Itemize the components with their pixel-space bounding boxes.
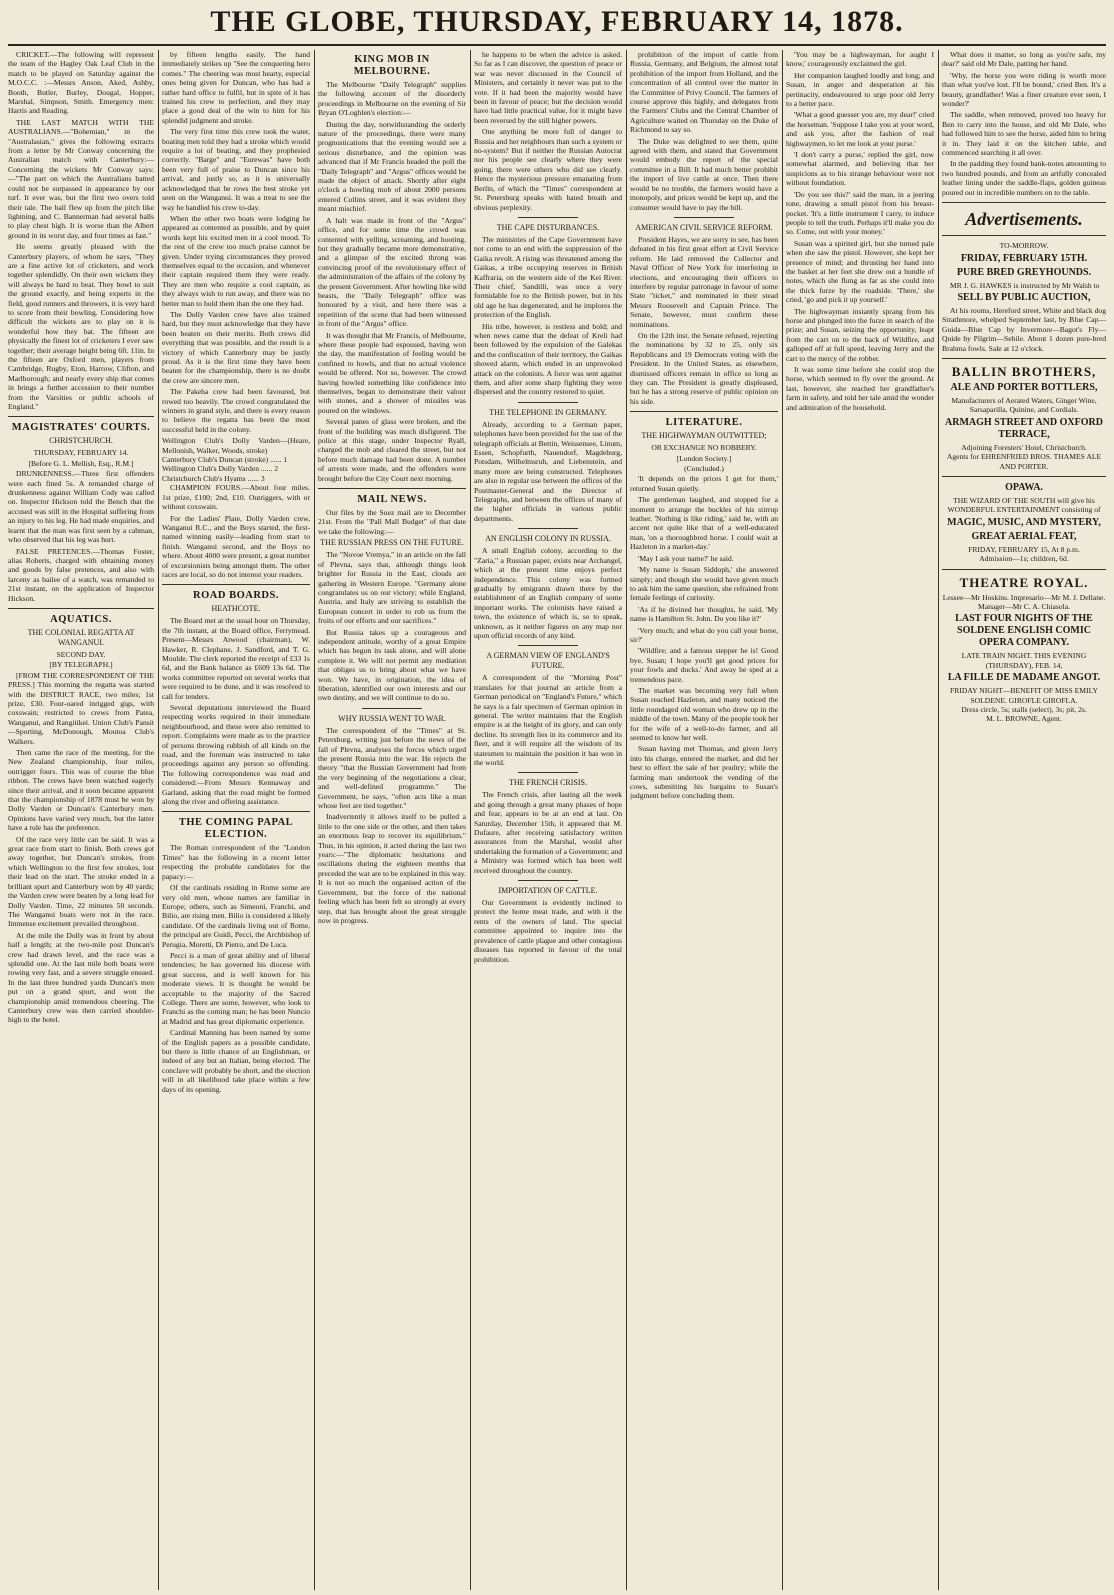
- ad-wizard-date: FRIDAY, FEBRUARY 15, At 8 p.m.: [968, 544, 1080, 554]
- ad-aerial: GREAT AERIAL FEAT,: [971, 530, 1077, 542]
- story-paragraph: 'Do you see this?' said the man, in a jeering tone, drawing a small pistol from his breast-pocket. 'It's a little instrument I carry, to induce people to tell the truth. Perhaps it'll make you do so. Come, out with your money.': [786, 189, 934, 237]
- heading-telegraph: [BY TELEGRAPH.]: [49, 660, 113, 670]
- article-telephone: Already, according to a German paper, telephones have been provided for the use of the telegraph officials at Bettin, Weissensee, Linum, Essen, Schopfurth, Nauendorf, Magdeburg, Potsdam, Wilhelmsruh, and Liebenstein, and many more are being constructed. Telephones are also in regular use between the offices of the Postmaster-General and the Director of Telegraphs, and between the offices of many of the higher officials in various public departments.: [474, 419, 622, 523]
- article-false-pretences: FALSE PRETENCES.—Thomas Foster, alias Roberts, charged with obtaining money and goods by false pretences, and also with larceny as bailee of a watch, was remanded to 21st instant, on the application of Inspector Hickson.: [8, 546, 154, 603]
- heading-civil-service: AMERICAN CIVIL SERVICE REFORM.: [635, 222, 773, 232]
- column-6: [786, 50, 934, 1590]
- article-french-crisis: The French crisis, after lasting all the week and going through a great many phases of hope and fear, appears to be at an end at last. On Saturday, December 15th, it appeared that M. Dufaure, after receiving satisfactory written assurances from the Marshal, would after undertaking the formation of a Government; and a Ministry was formed which has been well received throughout the country.: [474, 790, 622, 875]
- article-cricket: CRICKET.—The following will represent the team of the Hagley Oak Leaf Club in the match to be played on Saturday against the M.O.C.C. :—Messrs Anson, Aked, Ashby, Booth, Butler, Burley, Dougal, Hopper, Marshal, Simpson, Smith. Emergency men: Harris and Reading.: [8, 50, 154, 116]
- divider: [518, 402, 577, 403]
- article-why-russia-3: he happens to be when the advice is asked. So far as I can discover, the question of peace or war was never discussed in the Council of Ministers, and certainly it never was put to the vote. If it had been the majority would have been in favour of peace; but the decision would have had little practical value, for it might have been reversed by the still higher powers.: [474, 50, 622, 125]
- story-paragraph: 'May I ask your name?' he said.: [638, 553, 734, 563]
- divider: [942, 235, 1106, 236]
- divider: [942, 202, 1106, 203]
- heading-literature: LITERATURE.: [665, 417, 743, 429]
- article-cattle-cont-1: prohibition of the import of cattle from Russia, Germany, and Belgium, the almost total prohibition of the import from Holland, and the concentration of all control over the matter in the Committee of Privy Council. The farmers of course approve this highly, and delegates from the Farmers' Clubs and the Central Chamber of Agriculture waited on Thursday on the Duke of Richmond to say so.: [630, 50, 778, 135]
- article-russian-press-2: But Russia takes up a courageous and independent attitude, worthy of a great Empire which has begun its task alone, and will alone complete it. We will not permit any mediation that obliges us to bring about what we have won. We have, in origination, the idea of liberation, identified our own interests and our own destiny, and we will continue to do so.: [318, 627, 466, 703]
- heading-telephone: THE TELEPHONE IN GERMANY.: [489, 407, 607, 417]
- article-regatta-4: At the mile the Dolly was in front by about half a length; at the two-mile post Duncan's crew had drawn level, and the race was a splendid one. At the last mile both boats were rowing very fast, and a severe struggle ensued. In the last three hundred yards Duncan's men put on a grand spurt, and won the championship amid tremendous cheering. The Canterbury crew was then carried shoulder-high to the hotel.: [8, 930, 154, 1025]
- divider: [362, 708, 421, 709]
- column-separator: [314, 50, 315, 1590]
- story-paragraph: 'I don't carry a purse,' replied the girl, now somewhat alarmed, and believing that her suspicions as to his strange behaviour were not without foundation.: [786, 150, 934, 188]
- heading-aquatics: AQUATICS.: [50, 613, 112, 625]
- heading-why-russia: WHY RUSSIA WENT TO WAR.: [338, 713, 446, 723]
- article-regatta-cont-4: The Dolly Varden crew have also trained hard, but they must acknowledge that they have been beaten on their merits. Both crews did everything that was possible, and the result is a victory of which Canterbury may be justly proud. As it is the first time they have been beaten for the championship, there is no doubt the crew are sincere men.: [162, 309, 310, 385]
- heading-russian-press: THE RUSSIAN PRESS ON THE FUTURE.: [320, 538, 464, 548]
- story-paragraph: 'You may be a highwayman, for aught I know,' courageously exclaimed the girl.: [786, 50, 934, 69]
- article-australians: THE LAST MATCH WITH THE AUSTRALIANS.—"Bohemian," in the "Australasian," gives the following extracts from a letter by Mr Conway concerning the Australian match with Canterbury:—Concerning the wickets Mr Conway says:—"The part on which the Australians batted could not be surpassed in appearance by our turf. It ever was, but the first two overs told their tale. The ball flew up from the pitch like lightning, and C. Bannerman had several balls to play chest high. It is worse than the Albert ground in its worst day, and four times as fast.": [8, 117, 154, 240]
- story-paragraph: In the padding they found bank-notes amounting to two hundred pounds, and from an artfully concealed leather lining under the saddle-flaps, golden guineas poured out in incredible numbers on to the table.: [942, 159, 1106, 197]
- heading-cape: THE CAPE DISTURBANCES.: [496, 222, 600, 232]
- article-papal-2: Of the cardinals residing in Rome some are very old men, whose names are familiar in Europe; others, such as Simeoni, Franchi, and Bilio, are rising men. Bilio is considered a likely candidate. Of the cardinals living out of Rome, the principal are Guidi, Pecci, the Archbishop of Perugia, Moretti, Di Pietro, and De Luca.: [162, 883, 310, 949]
- heading-mail-news: MAIL NEWS.: [357, 494, 427, 506]
- ad-wizard: THE WIZARD OF THE SOUTH will give his WONDERFUL ENTERTAINMENT consisting of: [947, 495, 1101, 515]
- ad-wizard-admission: Admission—1s; children, 6d.: [979, 554, 1069, 564]
- divider: [518, 645, 577, 646]
- ad-ballin-adjoining: Adjoining Foresters' Hotel, Christchurch.: [961, 442, 1087, 452]
- divider: [630, 411, 778, 412]
- column-7: [942, 50, 1106, 1590]
- article-regatta-1: [FROM THE CORRESPONDENT OF THE PRESS.] This morning the regatta was started with the DISTRICT RACE, two miles; 1st prize, £30. Four-oared inrigged gigs, with coxswain; restricted to crews from Patea, Wanganui, and Rangitikei. Union Club's Pansit—Sporting, McDonough, Moutoa Club's Walkers.: [8, 670, 154, 746]
- column-3: [318, 50, 466, 1590]
- ad-sell: SELL BY PUBLIC AUCTION,: [957, 291, 1091, 303]
- article-civil-service-1: President Hayes, we are sorry to see, has been defeated in his first great effort at Civil Service reform. He laid removed the Collector and Naval Officer of New York for interfering in elections, and encouraging their officers to interfere by regular patronage in favour of some State "ticket," and nominated in their stead Messrs Roosevelt and Captain Prince. The Senate, however, must confirm these nominations.: [630, 234, 778, 329]
- story-paragraph: 'Wildfire; and a famous stepper he is! Good bye, Susan; I hope you'll get good prices for your fowls and ducks.' And away he sped at a tremendous pace.: [630, 646, 778, 684]
- ad-theatre-last: LAST FOUR NIGHTS OF THE SOLDENE ENGLISH COMIC OPERA COMPANY.: [955, 613, 1093, 649]
- ad-ballin-title: BALLIN BROTHERS,: [951, 363, 1097, 379]
- article-regatta-cont-3: When the other two boats were lodging he appeared as contented as possible, and by quiet words kept his excited men in a cool mood. To the rest of the crew too much praise cannot be given. Under trying circumstances they proved themselves equal to the occasion, and whenever their captain required them they were ready. They are men who require a cool captain, as they always wish to run away, and there was no better man to hold them than the one they had.: [162, 213, 310, 308]
- divider: [318, 488, 466, 489]
- article-civil-service-2: On the 12th inst. the Senate refused, rejecting the nominations by 32 to 25, only six Republicans and 19 Democrats voting with the President. In the United States, as elsewhere, dismissed officers remain in office so long as they can. The President is greatly displeased, but he has a strong reserve of public opinion on his side.: [630, 330, 778, 406]
- ad-ballin-mfr: Manufacturers of Aerated Waters, Ginger Wine, Sarsaparilla, Quinine, and Cordials.: [951, 395, 1097, 415]
- column-separator: [158, 50, 159, 1590]
- article-mob-3: A halt was made in front of the "Argus" office, and for some time the crowd was contented with yelling, screaming, and hooting, but they gradually became more demonstrative, and a glimpse of the excited throng was convincing proof of the revolutionary effect of the administration of the affairs of the colony by the present Government. After howling like wild beasts, the "Daily Telegraph" office was honoured by a visit, and here there was a repetition of the scene that had been witnessed in front of the "Argus" office.: [318, 215, 466, 329]
- column-4: [474, 50, 622, 1590]
- heading-source: [London Society.]: [676, 453, 732, 463]
- article-mob-4: It was thought that Mr Francis, of Melbourne, where these people had espoused, having won the day, the manifestation of feeling would be confined to howls, and that no actual violence would be offered. Not so, however. The crowd having howled something like confidence into themselves, began to demonstrate their valour with stones, and a shower of missiles was poured on the windows.: [318, 330, 466, 415]
- masthead: THE GLOBE, THURSDAY, FEBRUARY 14, 1878.: [210, 5, 904, 38]
- ad-theatre-lessee: Lessee—Mr Hoskins. Impresario—Mr M. J. Dellane. Manager—Mr C. A. Chiasola.: [942, 592, 1106, 611]
- column-separator: [782, 50, 783, 1590]
- article-drunkenness: DRUNKENNESS.—Three first offenders were each fined 5s. A remanded charge of drunkenness against William Cody was called on. Inspector Hickson told the Bench that the accused was still in the Hospital suffering from an injury to his leg. He had made enquiries, and learnt that the man was first seen by a cabman, who observed that his leg was hurt.: [8, 469, 154, 545]
- article-regatta-2: Then came the race of the meeting, for the New Zealand championship, four miles, outrigger fours. This was of course the blue ribbon. The crews have been watched eagerly since their arrival, and it soon became apparent that the championship of 1878 must be won by Dolly Varden or Duncan's Canterbury men. Opinions have varied very much, but the latter have a rule has the preference.: [8, 748, 154, 833]
- story-paragraph: Her companion laughed loudly and long; and Susan, in anger and desperation at his pertinacity, endeavoured to urge poor old Jerry to a better pace.: [786, 70, 934, 109]
- article-german-view: A correspondent of the "Morning Post" translates for that journal an article from a German periodical on "England's Future," which he says is a fair specimen of German opinion in general. The writer maintains that the English empire is at the height of its glory, and can only decline. Its strength lies in its commerce and its fleet, and it will require all the wisdom of its statesmen to maintain the position it has won in the world.: [474, 673, 622, 767]
- article-why-russia-1: The correspondent of the "Times" at St. Petersburg, writing just before the news of the fall of Plevna, analyses the forces which urged the present Russia into the war. He rejects the theory "that the Russian Government had from the very beginning of the negotiations a clear, and well-defined programme." The Government, he says, "often acts like a man whose feet are tied together.": [318, 725, 466, 811]
- ad-theatre-prices: Dress circle, 5s; stalls (select), 3s; pit, 2s.: [961, 705, 1087, 715]
- heading-importation-cattle: IMPORTATION OF CATTLE.: [498, 886, 598, 896]
- heading-german-view: A GERMAN VIEW OF ENGLAND'S FUTURE.: [486, 651, 610, 671]
- article-why-russia-4: One anything be more full of danger to Russia and her neighbours than such a system or no-system? But if neither the Russian Autocrat nor his people see clearly where they were going, there were others who did see clearly. Hence the mysterious pressure emanating from Berlin, of which the "Times" correspondent at St. Petersburg speaks with bated breath and obvious perplexity.: [474, 127, 622, 212]
- ad-tomorrow: TO-MORROW.: [999, 241, 1049, 251]
- heading-king-mob: KING MOB IN MELBOURNE.: [353, 54, 431, 77]
- article-cape-2: His tribe, however, is restless and bold; and when news came that the defeat of Kreli had been followed by the expulsion of the Galekas and the confiscation of their territory, the Gaikas showed alarm, which ended in an unprovoked attack on the colonists. A force was sent against them, and after some sharp fighting they were dispersed and the country restored to quiet.: [474, 321, 622, 397]
- article-ladies-plate: For the Ladies' Plate, Dolly Varden crew, Wanganui R.C., and the Boys started, the first-named winning easily—leading from start to finish. Wanganui second, and the Boys no where. About 4000 were present, a great number of excursionists being amongst them. The other races are local, so do not interest your readers.: [162, 513, 310, 579]
- race-result-head: Wellington Club's Dolly Varden—(Heare, Mellonish, Walker, Woods, stroke): [162, 436, 310, 455]
- story-paragraph: 'What a good guesser you are, my dear!' cried the horseman. 'Suppose I take you at your word, and ask you, after the fashion of real highwaymen, to let me look at your purse.': [786, 110, 934, 148]
- heading-advertisements: Advertisements.: [965, 209, 1083, 230]
- divider: [8, 416, 154, 417]
- divider: [674, 217, 733, 218]
- column-1: [8, 50, 154, 1590]
- story-paragraph: The saddle, when removed, proved too heavy for Ben to carry into the house, and old Mr Dale, who had followed him to see the horse, aided him to bring it in. They laid it on the kitchen table, and commenced searching it all over.: [942, 110, 1106, 158]
- story-paragraph: 'Why, the horse you were riding is worth more than what you've lost. I'll be bound,' cried Ben. It's a beauty, grandfather! Was a finer creature ever seen, I wonder?': [942, 70, 1106, 109]
- ad-theatre: THEATRE ROYAL.: [959, 574, 1089, 590]
- article-cattle-cont-2: The Duke was delighted to see them, quite agreed with them, and stated that Government would embody the report of the special committee in a Bill. It had much better prohibit the import of live cattle at once. Then there would be no trouble, the farmers would have a monopoly, and prices would be kept up, and the consumer would have to pay the bill.: [630, 136, 778, 212]
- ad-theatre-play: LA FILLE DE MADAME ANGOT.: [947, 672, 1101, 684]
- column-5: [630, 50, 778, 1590]
- divider: [518, 772, 577, 773]
- story-paragraph: 'My name is Susan Siddoph,' she answered simply; and though she would have given much to ask him the same question, she refrained from female feelings of curiosity.: [630, 565, 778, 603]
- article-regatta-3: Of the race very little can be said. It was a great race from start to finish. Both crews got away together, but Duncan's strokes, from which Wellington to the first few strokes, lost their lead on the start. The stroke ended in a brilliant spurt and Canterbury won by 40 yards; the Varden crew were beaten by a long lead for Dolly Varden. Time, 22 minutes 50 seconds. The Wanganui boats were not in the race. Immense excitement prevailed throughout.: [8, 834, 154, 929]
- ad-ballin-address: ARMAGH STREET AND OXFORD TERRACE,: [945, 416, 1103, 440]
- divider: [942, 476, 1106, 477]
- article-australians-cont: He seems greatly pleased with the Canterbury players, of whom he says, "They are a fine active lot of cricketers, and work together splendidly. On their own wickets they will always be hard to beat. They bowl to suit the ground exactly, and being experts in the field, good runners and throwers, it is very hard to score from their bowling. Considering how difficult the wickets are to play on it is wonderful how they bat. The fifteen are physically the finest lot of cricketers I ever saw together; their average height being 6ft. 11in. In the fifteen are Oxford men, players from Cambridge, Rugby, Eton, Harrow, Clifton, and Marlborough; and nearly every ship that comes in brings a further accession to their number from the Varsities or public schools of England.": [8, 242, 154, 412]
- ad-agent: M. L. BROWNE, Agent.: [986, 714, 1062, 724]
- race-result: Wellington Club's Dolly Varden ...... 2: [162, 464, 278, 474]
- story-paragraph: The highwayman instantly sprang from his horse and plunged into the furze in search of the prize; and Susan, seizing the opportunity, leapt from the cart on to the back of Wildfire, and galloped off at full speed, leaving Jerry and the cart to the mercy of the robber.: [786, 306, 934, 363]
- divider: [518, 528, 577, 529]
- story-paragraph: It was some time before she could stop the horse, which seemed to fly over the ground. At last, however, she reached her grandfather's farm in safety, and told her tale amid the wonder and admiration of the household.: [786, 365, 934, 412]
- heading-second-day: SECOND DAY.: [56, 649, 106, 659]
- article-english-colony: A small English colony, according to the "Zaria," a Russian paper, exists near Archangel, which at the present time enjoys perfect independence. This colony was formed gradually by emigrants drawn there by the establishment of an English company of some important works. The colonists have raised a town, the existence of which is, so to speak, unknown, as it neither figures on any map nor upon official records of any kind.: [474, 546, 622, 640]
- article-regatta-cont-2: The very first time this crew took the water, boating men told they had a stroke which would require a lot of beating, and they prophesied correctly. "Barge" and "Eurewas" have both been very full of praise to Duncan since his arrival, and justly so, as it is universally acknowledged that he rows the best stroke yet seen on the Wanganui. It was a treat to see the way he handled his crew to-day.: [162, 127, 310, 212]
- story-paragraph: 'It depends on the prices I get for them,' returned Susan quietly.: [630, 474, 778, 493]
- article-papal-4: Cardinal Manning has been named by some of the English papers as a possible candidate, but there is little chance of an Englishman, or indeed of any but an Italian, being elected. The conclave will probably be short, and the election will in all likelihood take place within a few days of its opening.: [162, 1028, 310, 1094]
- column-separator: [938, 50, 939, 1590]
- heading-papal-election: THE COMING PAPAL ELECTION.: [178, 817, 294, 841]
- heading-highwayman: THE HIGHWAYMAN OUTWITTED;: [641, 431, 767, 441]
- column-separator: [626, 50, 627, 1590]
- race-result: Canterbury Club's Duncan (stroke) ...... 1: [162, 455, 288, 465]
- story-paragraph: Susan having met Thomas, and given Jerry into his charge, entered the market, and did her best to effect the sale of her poultry; while the farming man undertook the vending of the cows, submitting his bargains to Susan's judgment before concluding them.: [630, 744, 778, 801]
- story-paragraph: 'Very much; and what do you call your horse, sir?': [630, 625, 778, 644]
- story-paragraph: Susan was a spirited girl, but she turned pale when she saw the pistol. However, she kept her presence of mind; and thrusting her hand into the basket at her feet she drew out a bundle of notes, which she flung as far as she could into the thick furze by the roadside. 'There,' she cried, 'go and pick it up yourself.': [786, 238, 934, 305]
- story-paragraph: The gentleman laughed, and stopped for a moment to arrange the buckles of his stirrup leather. 'Nothing is like riding,' said he, with an accent not quite like that of a well-educated man, 'on a thoroughbred horse. I could wait at Hazleton in a market-day.': [630, 495, 778, 552]
- article-why-russia-2: Inadvertently it allows itself to be pulled a little to the one side or the other, and then takes an enormous leap to recover its equilibrium." Thus, in his opinion, it acted during the last two years:—"The diplomatic hesitations and oscillations during the eighteen months that preceded the war are to be explained in this way. It is not so much the organised action of the Government, but the force of the national feeling which has been felt so strongly at every step, that has brought about the great struggle now in progress.: [318, 812, 466, 925]
- divider: [518, 880, 577, 881]
- divider: [942, 358, 1106, 359]
- article-regatta-cont-5: The Pakeha crew had been favoured, but rowed too heavily. The crowd congratulated the winners in grand style, and there is every reason to believe the regatta has been the most successful held in the colony.: [162, 387, 310, 434]
- story-paragraph: 'As if he divined her thoughts, he said, 'My name is Hamilton St. John. Do you like it?': [630, 604, 778, 624]
- article-papal-1: The Roman correspondent of the "London Times" has the following in a recent letter respecting the probable candidates for the papacy:—: [162, 843, 310, 881]
- article-mob-2: During the day, notwithstanding the orderly nature of the proceedings, there were many prognostications that the evening would see a serious disturbance, and the opinion was advanced that if Mr Francis headed the poll the "Daily Telegraph" and "Argus" offices would be made the object of attack. Shortly after eight o'clock a howling mob of about 2000 persons entered Collins street, and it was evident they meant mischief.: [318, 119, 466, 214]
- ad-theatre-train: LATE TRAIN NIGHT. THIS EVENING (THURSDAY), FEB. 14,: [961, 651, 1087, 670]
- article-cape-1: The ministries of the Cape Government have not come to an end with the suppression of the Gaika revolt. A rising was threatened among the Gaikas, a tribe occupying reserves in British Kaffraria, on the western side of the Kei River. Their chief, Sandilli, was once a very formidable foe to the British power, but in his old age he has degenerated, and he implores the protection of the English.: [474, 234, 622, 320]
- column-2: [162, 50, 310, 1590]
- divider: [942, 569, 1106, 570]
- heading-road-boards: ROAD BOARDS.: [193, 590, 279, 602]
- divider: [162, 811, 310, 812]
- ad-greyhounds: PURE BRED GREYHOUNDS.: [956, 266, 1092, 278]
- ad-opawa: OPAWA.: [1005, 481, 1043, 493]
- article-mob-5: Several panes of glass were broken, and the front of the building was much disfigured. The police at this stage, under Inspector Ryall, charged the mob and cleared the street, but not before much damage had been done. A number of arrests were made, and the offenders were brought before the City Court next morning.: [318, 417, 466, 483]
- article-importation-cattle: Our Government is evidently inclined to protect the home meat trade, and with it the rents of the owners of land. The special committee appointed to inquire into the prevalence of cattle plague and other contagious diseases has reported in favour of the total prohibition.: [474, 898, 622, 964]
- heading-magistrates: MAGISTRATES' COURTS.: [11, 422, 151, 434]
- heading-english-colony: AN ENGLISH COLONY IN RUSSIA.: [485, 534, 611, 544]
- ad-ballin-agents: Agents for EHRENFRIED BROS. THAMES ALE AND PORTER.: [946, 452, 1102, 471]
- article-heathcote-2: Several deputations interviewed the Board respecting works required in their immediate neighbourhood, and these were also remitted to report. Complaints were made as to the practice of persons throwing rubbish of all kinds on the road, and the foreman was instructed to take proceedings against any person so offending. The following correspondence was read and considered:—From Messrs Kennaway and Garland, asking that the road might be formed along the river and offering assistance.: [162, 703, 310, 807]
- article-papal-3: Pecci is a man of great ability and of liberal tendencies; he has governed his diocese with great success, and is well known for his moderate views. It is thought he would be acceptable to the majority of the Sacred College. There are some, however, who look to Franchi as the coming man; he has been Nuncio at Madrid and has great diplomatic experience.: [162, 950, 310, 1026]
- divider: [162, 584, 310, 585]
- race-results: [162, 436, 310, 483]
- heading-heathcote: HEATHCOTE.: [211, 604, 261, 614]
- divider: [8, 608, 154, 609]
- ad-auctioneer: MR J. G. HAWKES is instructed by Mr Walsh to: [950, 280, 1100, 290]
- ad-date: FRIDAY, FEBRUARY 15TH.: [960, 252, 1088, 264]
- article-mail-intro: Our files by the Suez mail are to December 21st. From the "Pall Mall Budget" of that date we take the following:—: [318, 508, 466, 536]
- story-paragraph: What does it matter, so long as you're safe, my dear?' said old Mr Dale, patting her hand.: [942, 50, 1106, 69]
- divider: [518, 217, 577, 218]
- heading-exchange: OR EXCHANGE NO ROBBERY.: [651, 443, 757, 453]
- heading-regatta: THE COLONIAL REGATTA AT WANGANUI.: [27, 627, 135, 647]
- story-paragraph: The market was becoming very full when Susan reached Hazleton, and many noticed the little roundaged old woman who drew up in the middle of the town. Many of the people took her for the wife of a well-to-do farmer, and all seemed to know her well.: [630, 685, 778, 742]
- court-date: THURSDAY, FEBRUARY 14.: [33, 448, 129, 458]
- column-separator: [470, 50, 471, 1590]
- article-russian-press-1: The "Novoe Vremya," in an article on the fall of Plevna, says that, although things look brighter for Russia in the East, clouds are gathering in Western Europe. "Germany alone congratulates us on our victory; while England, Austria, and Italy are striving to establish the European concert in order to rob us from the fruits of our efforts and our sacrifices.": [318, 550, 466, 626]
- ad-description: At his rooms, Hereford street, White and black dog Strathmore, whelped September last, by Blue Cap—Guida—Blue Cap by Invermore—Bagot's Fly—Quide by Pilgrim—Sebile. About 1 dozen pure-bred Brahma fowls. Sale at 12 o'clock.: [942, 305, 1106, 353]
- heading-concluded: (Concluded.): [684, 464, 724, 474]
- article-heathcote-1: The Board met at the usual hour on Thursday, the 7th instant, at the Board office, Ferrymead. Present—Messrs Atwood (chairman), W. Hawker, R. Clephane, J. Sandford, and T. G. Moulde. The clerk reported the receipt of £33 1s 6d, and the Bank balance as £609 13s 6d. The works committee reported on several works that were required to be done, and it was resolved to call for tenders.: [162, 616, 310, 701]
- race-result: Christchurch Club's Hyams ...... 3: [162, 473, 265, 483]
- heading-french-crisis: THE FRENCH CRISIS.: [508, 778, 587, 788]
- ad-ballin-sub: ALE AND PORTER BOTTLERS,: [950, 381, 1098, 393]
- ad-magic: MAGIC, MUSIC, AND MYSTERY,: [947, 516, 1101, 528]
- ad-theatre-benefit: FRIDAY NIGHT—BENEFIT OF MISS EMILY SOLDENE. GIROFLE GIROFLA.: [950, 686, 1098, 705]
- masthead-rule: [8, 44, 1106, 46]
- heading-christchurch: CHRISTCHURCH.: [49, 436, 113, 446]
- article-regatta-cont-1: by fifteen lengths easily. The hand immediately strikes up "See the conquering hero comes." The cheering was most hearty, especial ones being given for Duncan, who has had a rather hard office to fulfil, but in spite of it has trained his crew to perfection, and they may place a good deal of the win to him for his splendid judgment and stroke.: [162, 50, 310, 125]
- court-before: [Before G. L. Mellish, Esq., R.M.]: [28, 458, 134, 468]
- article-champion-fours: CHAMPION FOURS.—About four miles. 1st prize, £100; 2nd, £10. Outriggers, with or without coxswain.: [162, 483, 310, 512]
- article-mob-1: The Melbourne "Daily Telegraph" supplies the following account of the disorderly proceedings in Melbourne on the evening of Sir Bryan O'Loghlen's election:—: [318, 80, 466, 118]
